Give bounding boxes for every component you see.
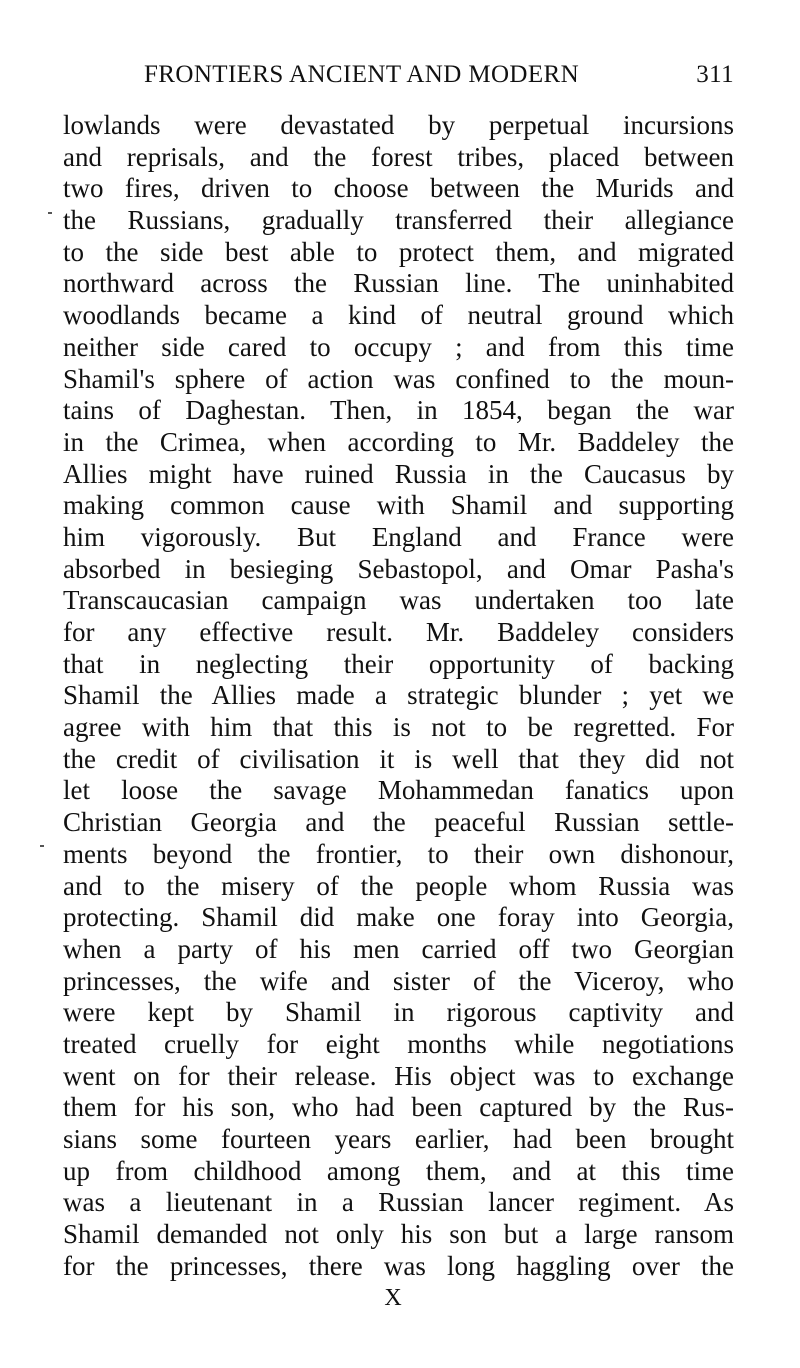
text-line: Shamil the Allies made a strategic blunder ; yet we (63, 680, 734, 711)
text-line: ments beyond the frontier, to their own dishonour, (63, 838, 734, 869)
text-line: Allies might have ruined Russia in the Caucasus by (63, 458, 734, 489)
text-line: two fires, driven to choose between the Murids and (63, 173, 734, 204)
text-line: Christian Georgia and the peaceful Russian settle- (63, 807, 734, 838)
text-line: northward across the Russian line. The uninhabited (63, 268, 734, 299)
text-line: for any effective result. Mr. Baddeley considers (63, 617, 734, 647)
text-line: were kept by Shamil in rigorous captivity and (63, 997, 734, 1028)
text-line: when a party of his men carried off two Georgian (63, 933, 734, 964)
running-head-title: FRONTIERS ANCIENT AND MODERN (144, 61, 580, 88)
text-line: up from childhood among them, and at this time (63, 1155, 734, 1186)
text-line: lowlands were devastated by perpetual incursions (63, 110, 734, 140)
text-line: for the princesses, there was long haggling over the (63, 1250, 734, 1281)
text-line: making common cause with Shamil and supporting (63, 490, 734, 521)
running-head (64, 58, 734, 92)
text-line: in the Crimea, when according to Mr. Baddeley the (63, 426, 734, 457)
text-line: treated cruelly for eight months while negotiations (63, 1028, 734, 1059)
text-line: them for his son, who had been captured by the Rus- (63, 1092, 734, 1123)
body-text (63, 110, 734, 1282)
text-line: to the side best able to protect them, and migrated (63, 236, 734, 267)
text-line: absorbed in besieging Sebastopol, and Omar Pasha's (63, 553, 734, 584)
text-line: agree with him that this is not to be regretted. For (63, 712, 734, 743)
text-line: the Russians, gradually transferred their allegiance (63, 205, 734, 236)
text-line: woodlands became a kind of neutral ground which (63, 300, 734, 331)
text-line: Shamil's sphere of action was confined to the moun- (63, 363, 734, 394)
signature-mark (0, 1283, 800, 1313)
text-line: and to the misery of the people whom Russia was (63, 870, 734, 901)
text-line: let loose the savage Mohammedan fanatics upon (63, 775, 734, 806)
text-line: that in neglecting their opportunity of backing (63, 648, 734, 679)
text-line: was a lieutenant in a Russian lancer regiment. As (63, 1187, 734, 1218)
margin-mark (40, 845, 44, 847)
text-line: him vigorously. But England and France were (63, 521, 734, 552)
text-line: protecting. Shamil did make one foray into Georgia, (63, 902, 734, 933)
page-number: 311 (696, 61, 734, 88)
text-line: sians some fourteen years earlier, had been brought (63, 1124, 734, 1154)
text-line: went on for their release. His object was to exchange (63, 1060, 734, 1091)
text-line: Shamil demanded not only his son but a large ransom (63, 1219, 734, 1250)
text-line: and reprisals, and the forest tribes, placed between (63, 141, 734, 172)
text-line: Transcaucasian campaign was undertaken too late (63, 585, 734, 616)
text-line: the credit of civilisation it is well that they did not (63, 743, 734, 774)
text-line: tains of Daghestan. Then, in 1854, began the war (63, 395, 734, 426)
text-line: princesses, the wife and sister of the Viceroy, who (63, 965, 734, 996)
text-line: neither side cared to occupy ; and from this time (63, 331, 734, 362)
margin-mark (48, 212, 52, 214)
signature-letter: X (384, 1285, 402, 1311)
